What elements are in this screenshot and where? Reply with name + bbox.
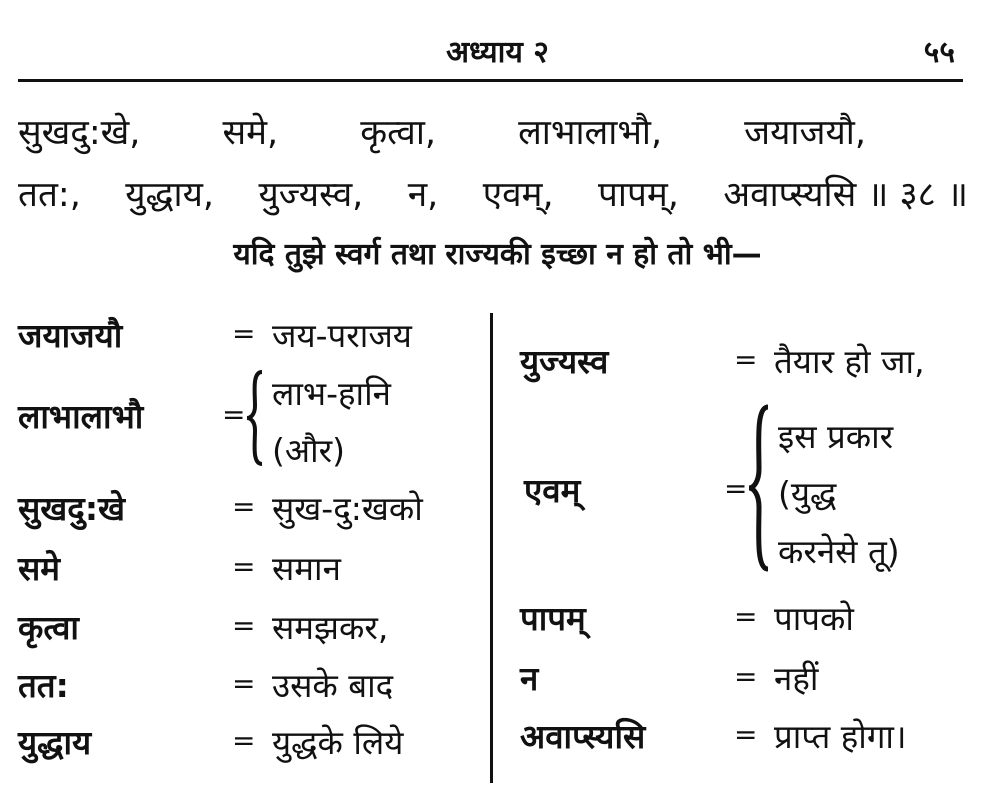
- equals-sign: =: [232, 490, 256, 523]
- equals-sign: =: [734, 718, 758, 751]
- glossary-meaning: युद्धके लिये: [272, 723, 404, 762]
- glossary-term: लाभालाभौ: [18, 397, 144, 436]
- page-number: ५५: [923, 35, 955, 70]
- intro-line: यदि तुझे स्वर्ग तथा राज्यकी इच्छा न हो तो भी—: [233, 237, 762, 272]
- left-brace-icon: [746, 403, 772, 573]
- glossary-meaning: समान: [272, 549, 341, 588]
- equals-sign: =: [232, 317, 256, 350]
- verse-word: तत:,: [18, 175, 81, 215]
- glossary-term: तत:: [18, 666, 69, 705]
- glossary-term: युज्यस्व: [520, 342, 609, 381]
- equals-sign: =: [232, 550, 256, 583]
- glossary-meaning: पापको: [774, 599, 854, 638]
- verse-word: युज्यस्व,: [258, 175, 364, 215]
- equals-sign: =: [232, 724, 256, 757]
- verse-line-2: [18, 170, 968, 217]
- column-divider: [490, 313, 493, 783]
- glossary-term: न: [520, 659, 539, 698]
- verse-word: पापम्,: [598, 175, 679, 215]
- glossary-meaning: (युद्ध: [778, 474, 837, 513]
- glossary-meaning: (और): [272, 431, 346, 470]
- equals-sign: =: [232, 667, 256, 700]
- equals-sign: =: [734, 343, 758, 376]
- verse-word: समे,: [222, 113, 279, 153]
- verse-word: एवम्,: [482, 175, 554, 215]
- glossary-meaning: सुख-दु:खको: [272, 489, 423, 528]
- glossary-term: पापम्: [520, 599, 586, 638]
- glossary-term: एवम्: [524, 471, 581, 510]
- equals-sign: =: [734, 600, 758, 633]
- glossary-meaning: लाभ-हानि: [272, 374, 391, 413]
- verse-word: लाभालाभौ,: [518, 113, 663, 153]
- verse-word: सुखदु:खे,: [18, 113, 141, 153]
- glossary-meaning: करनेसे तू): [778, 532, 900, 571]
- equals-sign: =: [232, 609, 256, 642]
- glossary-meaning: समझकर,: [272, 608, 389, 647]
- glossary-term: जयाजयौ: [18, 316, 123, 355]
- verse-word: कृत्वा,: [360, 113, 437, 153]
- glossary-meaning: जय-पराजय: [272, 316, 412, 355]
- equals-sign: =: [734, 660, 758, 693]
- chapter-title: अध्याय २: [446, 35, 549, 70]
- verse-word: जयाजयौ,: [744, 113, 866, 153]
- equals-sign: =: [222, 398, 246, 431]
- glossary-term: सुखदु:खे: [18, 489, 126, 528]
- glossary-meaning: उसके बाद: [272, 666, 394, 705]
- verse-word: अवाप्स्यसि ॥ ३८ ॥: [723, 175, 968, 215]
- equals-sign: =: [724, 472, 748, 505]
- glossary-meaning: नहीं: [774, 659, 819, 698]
- glossary-meaning: इस प्रकार: [778, 417, 894, 456]
- glossary-term: समे: [18, 549, 61, 588]
- header-rule: [18, 79, 963, 82]
- verse-word: न,: [407, 175, 439, 215]
- glossary-term: अवाप्स्यसि: [520, 717, 646, 756]
- verse-word: युद्धाय,: [125, 175, 215, 215]
- glossary-meaning: तैयार हो जा,: [774, 342, 925, 381]
- glossary-meaning: प्राप्त होगा।: [774, 717, 907, 756]
- left-brace-icon: [244, 368, 266, 468]
- verse-line-1: [18, 108, 866, 155]
- glossary-term: युद्धाय: [18, 723, 92, 762]
- glossary-term: कृत्वा: [18, 608, 79, 647]
